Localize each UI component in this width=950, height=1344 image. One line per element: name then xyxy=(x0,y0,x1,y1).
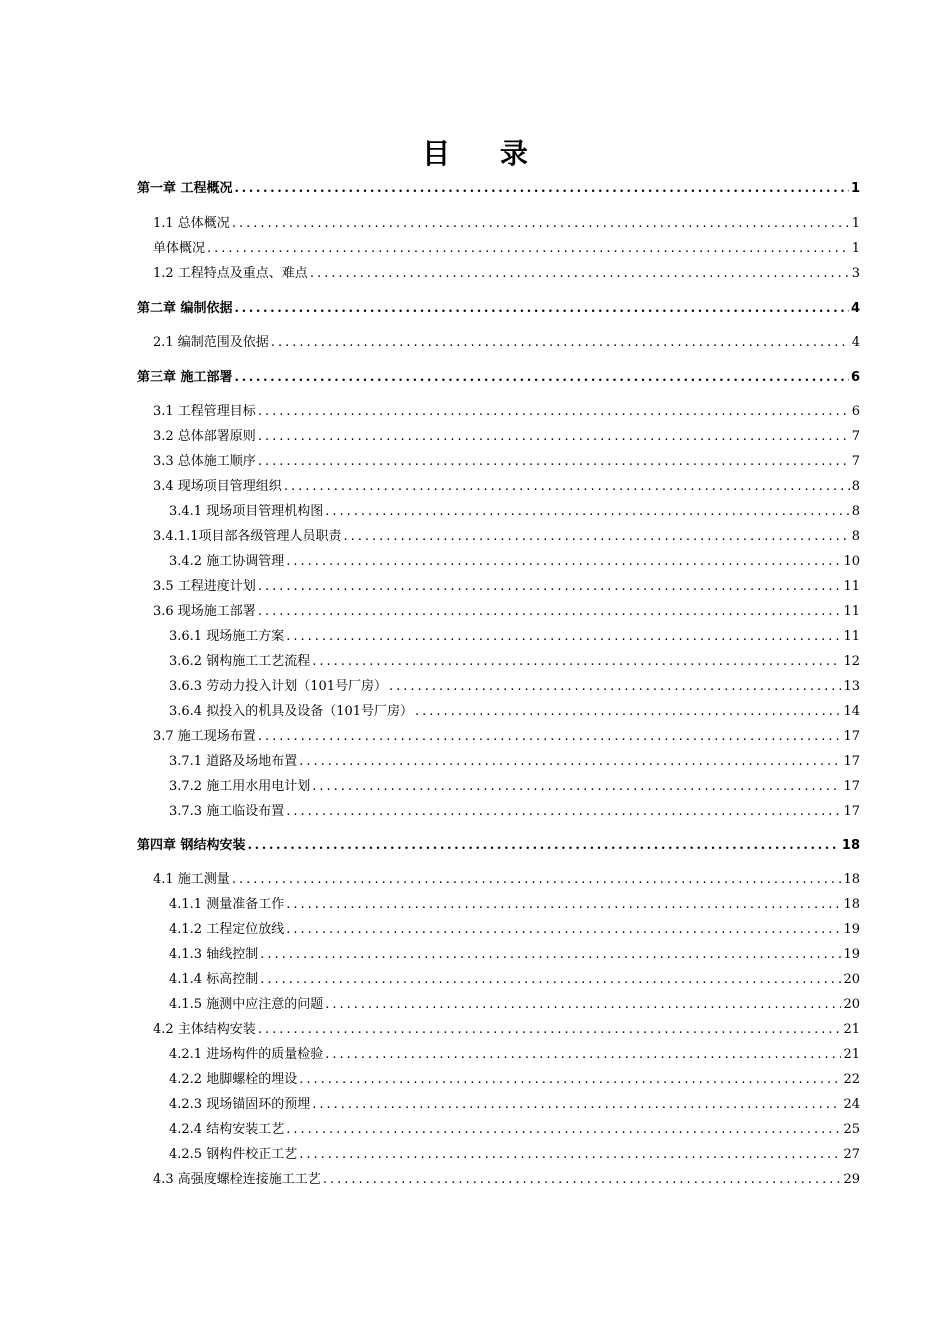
toc-page-number: 1 xyxy=(850,181,860,196)
toc-entry[interactable] xyxy=(153,1019,860,1041)
toc-entry[interactable] xyxy=(169,651,860,673)
toc-entry-label: 3.7 施工现场布置 xyxy=(153,729,256,744)
toc-dot-leader xyxy=(207,238,850,260)
toc-entry-label: 3.6.2 钢构施工工艺流程 xyxy=(169,654,311,669)
toc-dot-leader xyxy=(312,651,841,673)
toc-page-number: 8 xyxy=(851,504,860,519)
toc-entry-label: 4.2.2 地脚螺栓的埋设 xyxy=(169,1072,298,1087)
toc-dot-leader xyxy=(286,894,841,916)
toc-dot-leader xyxy=(286,626,841,648)
toc-entry-label: 4.1.3 轴线控制 xyxy=(169,947,259,962)
toc-dot-leader xyxy=(258,426,850,448)
toc-entry[interactable] xyxy=(169,551,860,573)
toc-entry[interactable] xyxy=(153,401,860,423)
toc-entry[interactable] xyxy=(153,869,860,891)
toc-dot-leader xyxy=(325,501,850,523)
toc-page-number: 11 xyxy=(843,604,860,619)
toc-entry[interactable] xyxy=(169,1094,860,1116)
toc-entry-label: 第三章 施工部署 xyxy=(137,370,233,385)
toc-chapter-entry[interactable] xyxy=(137,367,860,389)
toc-entry-label: 4.2.3 现场锚固环的预埋 xyxy=(169,1097,311,1112)
toc-dot-leader xyxy=(325,1044,841,1066)
toc-dot-leader xyxy=(258,726,842,748)
toc-page-number: 19 xyxy=(843,922,860,937)
toc-entry[interactable] xyxy=(169,894,860,916)
toc-entry[interactable] xyxy=(169,944,860,966)
toc-page-number: 22 xyxy=(843,1072,860,1087)
toc-page-number: 29 xyxy=(843,1172,860,1187)
toc-page-number: 17 xyxy=(843,804,860,819)
toc-entry-label: 4.1 施工测量 xyxy=(153,872,230,887)
toc-dot-leader xyxy=(323,1169,842,1191)
toc-page-number: 10 xyxy=(843,554,860,569)
toc-entry[interactable] xyxy=(169,1119,860,1141)
toc-dot-leader xyxy=(286,919,841,941)
toc-dot-leader xyxy=(284,476,850,498)
toc-dot-leader xyxy=(232,213,850,235)
toc-entry[interactable] xyxy=(169,1144,860,1166)
toc-dot-leader xyxy=(389,676,841,698)
toc-page-number: 18 xyxy=(843,872,860,887)
toc-entry-label: 3.4 现场项目管理组织 xyxy=(153,479,282,494)
toc-entry-label: 第二章 编制依据 xyxy=(137,301,233,316)
toc-entry-label: 第一章 工程概况 xyxy=(137,181,233,196)
toc-dot-leader xyxy=(258,451,850,473)
toc-dot-leader xyxy=(299,1069,841,1091)
toc-dot-leader xyxy=(248,835,840,857)
toc-entry-label: 3.6.4 拟投入的机具及设备（101号厂房） xyxy=(169,704,414,719)
toc-dot-leader xyxy=(235,178,849,200)
toc-page-number: 21 xyxy=(843,1022,860,1037)
toc-page-number: 11 xyxy=(843,629,860,644)
toc-dot-leader xyxy=(235,367,849,389)
toc-entry-label: 4.3 高强度螺栓连接施工工艺 xyxy=(153,1172,321,1187)
toc-entry[interactable] xyxy=(169,501,860,523)
toc-page-number: 14 xyxy=(843,704,860,719)
toc-entry-label: 1.1 总体概况 xyxy=(153,216,230,231)
toc-entry-label: 单体概况 xyxy=(153,241,206,256)
toc-entry[interactable] xyxy=(153,213,860,235)
toc-entry-label: 3.7.3 施工临设布置 xyxy=(169,804,285,819)
toc-page-number: 8 xyxy=(851,479,860,494)
toc-entry[interactable] xyxy=(169,701,860,723)
toc-dot-leader xyxy=(299,1144,841,1166)
toc-entry-label: 3.1 工程管理目标 xyxy=(153,404,256,419)
toc-page-number: 3 xyxy=(851,266,860,281)
toc-page-number: 17 xyxy=(843,779,860,794)
toc-entry-label: 3.6.1 现场施工方案 xyxy=(169,629,285,644)
toc-entry[interactable] xyxy=(153,426,860,448)
toc-entry[interactable] xyxy=(169,676,860,698)
toc-entry[interactable] xyxy=(153,332,860,354)
toc-dot-leader xyxy=(310,263,850,285)
toc-page-number: 6 xyxy=(850,370,860,385)
toc-dot-leader xyxy=(312,776,841,798)
toc-entry[interactable] xyxy=(153,238,860,260)
toc-page-number: 7 xyxy=(851,429,860,444)
toc-page-number: 17 xyxy=(843,729,860,744)
toc-entry-label: 3.7.2 施工用水用电计划 xyxy=(169,779,311,794)
toc-entry-label: 3.4.2 施工协调管理 xyxy=(169,554,285,569)
toc-dot-leader xyxy=(415,701,841,723)
toc-entry-label: 第四章 钢结构安装 xyxy=(137,838,246,853)
toc-page-number: 1 xyxy=(851,241,860,256)
toc-entry-label: 3.4.1.1项目部各级管理人员职责 xyxy=(153,529,342,544)
toc-dot-leader xyxy=(258,1019,842,1041)
toc-page-number: 20 xyxy=(843,997,860,1012)
toc-page-number: 11 xyxy=(843,579,860,594)
toc-dot-leader xyxy=(286,551,841,573)
toc-page-number: 24 xyxy=(843,1097,860,1112)
toc-entry-label: 4.2.5 钢构件校正工艺 xyxy=(169,1147,298,1162)
toc-entry[interactable] xyxy=(169,626,860,648)
toc-page-number: 18 xyxy=(843,897,860,912)
toc-entry-label: 3.6.3 劳动力投入计划（101号厂房） xyxy=(169,679,388,694)
toc-entry[interactable] xyxy=(153,601,860,623)
toc-page-number: 19 xyxy=(843,947,860,962)
toc-entry[interactable] xyxy=(153,263,860,285)
toc-entry-label: 3.6 现场施工部署 xyxy=(153,604,256,619)
toc-entry[interactable] xyxy=(153,451,860,473)
toc-page-number: 18 xyxy=(841,838,860,853)
toc-chapter-entry[interactable] xyxy=(137,298,860,320)
toc-page-number: 20 xyxy=(843,972,860,987)
toc-page-number: 17 xyxy=(843,754,860,769)
toc-dot-leader xyxy=(258,401,850,423)
toc-dot-leader xyxy=(312,1094,841,1116)
toc-dot-leader xyxy=(235,298,849,320)
toc-page-number: 4 xyxy=(851,335,860,350)
toc-entry[interactable] xyxy=(153,526,860,548)
toc-dot-leader xyxy=(260,944,841,966)
toc-entry-label: 4.2.4 结构安装工艺 xyxy=(169,1122,285,1137)
toc-entry[interactable] xyxy=(153,1169,860,1191)
toc-entry[interactable] xyxy=(153,726,860,748)
toc-page-number: 1 xyxy=(851,216,860,231)
toc-page-number: 27 xyxy=(843,1147,860,1162)
toc-page-number: 13 xyxy=(843,679,860,694)
toc-page-number: 7 xyxy=(851,454,860,469)
toc-entry-label: 3.4.1 现场项目管理机构图 xyxy=(169,504,324,519)
toc-entry[interactable] xyxy=(169,969,860,991)
toc-page-number: 25 xyxy=(843,1122,860,1137)
toc-entry[interactable] xyxy=(169,1069,860,1091)
toc-dot-leader xyxy=(232,869,842,891)
toc-entry[interactable] xyxy=(169,994,860,1016)
toc-dot-leader xyxy=(299,751,841,773)
toc-page-number: 12 xyxy=(843,654,860,669)
toc-entry-label: 4.1.2 工程定位放线 xyxy=(169,922,285,937)
toc-chapter-entry[interactable] xyxy=(137,178,860,200)
toc-entry[interactable] xyxy=(169,751,860,773)
toc-entry-label: 4.2 主体结构安装 xyxy=(153,1022,256,1037)
toc-dot-leader xyxy=(258,576,842,598)
toc-title: 目 录 xyxy=(422,137,548,170)
toc-dot-leader xyxy=(260,969,841,991)
toc-entry[interactable] xyxy=(153,476,860,498)
toc-entry[interactable] xyxy=(169,1044,860,1066)
toc-entry[interactable] xyxy=(153,576,860,598)
toc-dot-leader xyxy=(343,526,849,548)
toc-dot-leader xyxy=(258,601,842,623)
toc-entry-label: 3.5 工程进度计划 xyxy=(153,579,256,594)
toc-entry-label: 2.1 编制范围及依据 xyxy=(153,335,269,350)
toc-entry[interactable] xyxy=(169,919,860,941)
toc-entry-label: 3.3 总体施工顺序 xyxy=(153,454,256,469)
toc-page-number: 6 xyxy=(851,404,860,419)
toc-page-number: 21 xyxy=(843,1047,860,1062)
toc-entry-label: 4.2.1 进场构件的质量检验 xyxy=(169,1047,324,1062)
toc-entry-label: 4.1.4 标高控制 xyxy=(169,972,259,987)
toc-dot-leader xyxy=(325,994,841,1016)
toc-page-number: 4 xyxy=(850,301,860,316)
toc-dot-leader xyxy=(286,1119,841,1141)
toc-entry[interactable] xyxy=(169,776,860,798)
toc-entry-label: 3.2 总体部署原则 xyxy=(153,429,256,444)
toc-entry-label: 4.1.1 测量准备工作 xyxy=(169,897,285,912)
toc-chapter-entry[interactable] xyxy=(137,835,860,857)
toc-dot-leader xyxy=(286,801,841,823)
toc-dot-leader xyxy=(271,332,850,354)
toc-entry-label: 3.7.1 道路及场地布置 xyxy=(169,754,298,769)
toc-entry-label: 1.2 工程特点及重点、难点 xyxy=(153,266,308,281)
toc-entry-label: 4.1.5 施测中应注意的问题 xyxy=(169,997,324,1012)
toc-entry[interactable] xyxy=(169,801,860,823)
toc-page-number: 8 xyxy=(851,529,860,544)
